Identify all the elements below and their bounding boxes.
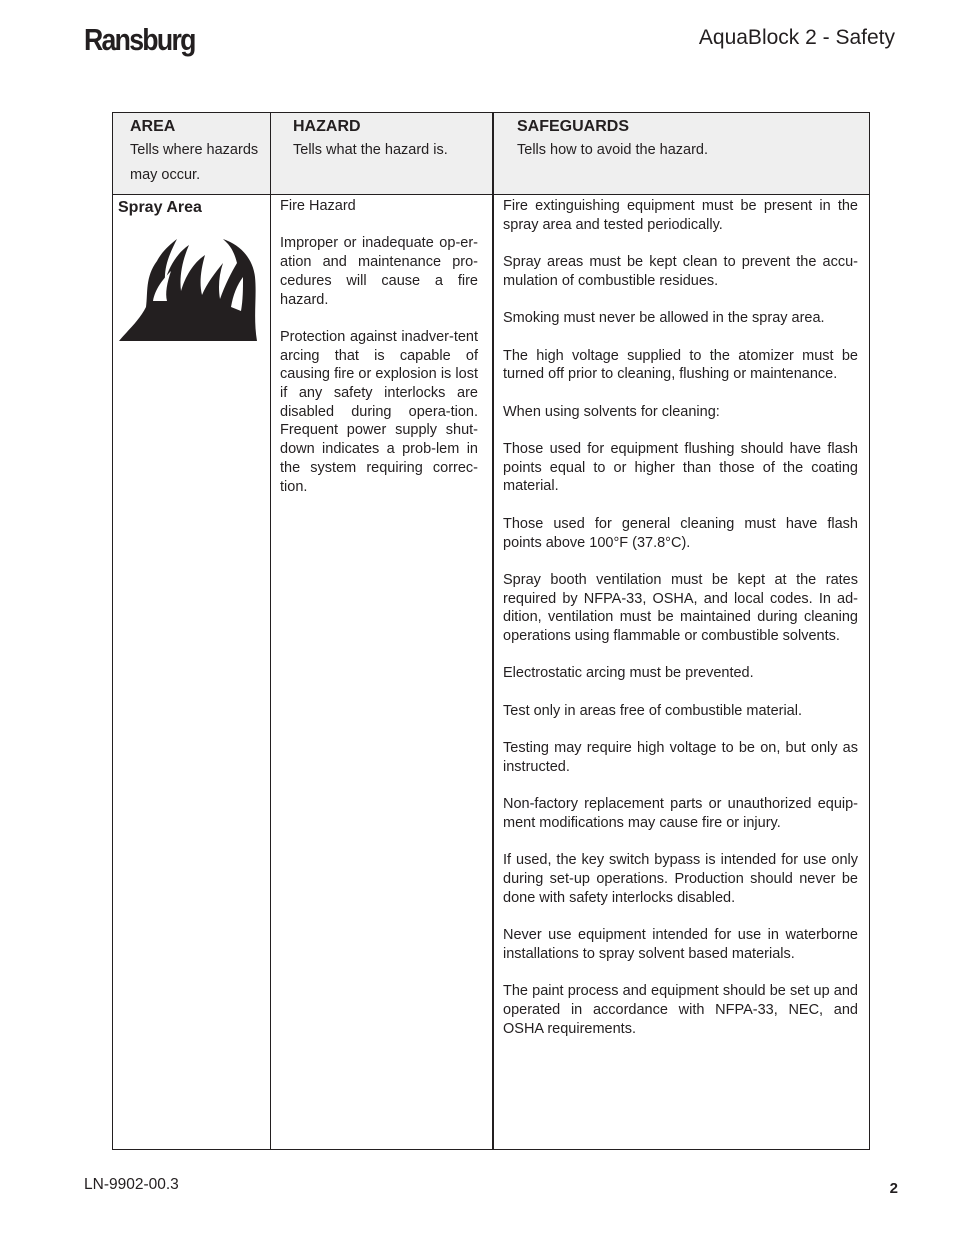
- safeguard-paragraph: Those used for general cleaning must have flash points above 100°F (37.8°C).: [503, 515, 858, 551]
- safeguard-paragraph: Testing may require high voltage to be on, but only as instructed.: [503, 740, 858, 775]
- safeguard-paragraph: Test only in areas free of combustible material.: [503, 702, 802, 719]
- header-safeguards-label: SAFEGUARDS: [517, 118, 630, 135]
- safeguard-paragraph: Non-factory replacement parts or unauthorized equip-ment modifications may cause fire or injury.: [503, 796, 858, 832]
- header-hazard: [293, 117, 483, 163]
- safety-table: [112, 112, 870, 1150]
- column-divider: [492, 113, 494, 1149]
- safeguard-paragraph: Electrostatic arcing must be prevented.: [503, 665, 754, 682]
- safeguard-paragraph: The high voltage supplied to the atomizer must be turned off prior to cleaning, flushing or maintenance.: [503, 347, 858, 383]
- header-area: [130, 117, 270, 188]
- safeguard-paragraph: Those used for equipment flushing should have flash points equal to or higher than those of the coating material.: [503, 441, 858, 495]
- header-area-description: Tells where hazards may occur.: [130, 142, 259, 183]
- document-number: LN-9902-00.3: [84, 1176, 179, 1193]
- header-safeguards: [517, 117, 857, 163]
- header-safeguards-description: Tells how to avoid the hazard.: [517, 142, 709, 158]
- hazard-paragraph: Protection against inadver-tent arcing that is capable of causing fire or explosion is lost if any safety interlocks are disabled during opera-tion. Frequent power supply shut-down indicates a prob-lem in the system requiring correc-tion.: [280, 328, 478, 495]
- hazard-description: [280, 197, 478, 515]
- fire-icon: [119, 237, 261, 341]
- hazard-paragraph: Improper or inadequate op-er-ation and maintenance pro-cedures will cause a fire hazard.: [280, 235, 478, 308]
- column-divider: [270, 113, 271, 1149]
- header-hazard-description: Tells what the hazard is.: [293, 142, 448, 158]
- safeguard-paragraph: When using solvents for cleaning:: [503, 403, 720, 420]
- safeguard-paragraph: Never use equipment intended for use in waterborne installations to spray solvent based materials.: [503, 927, 858, 962]
- document-title: AquaBlock 2 - Safety: [698, 26, 895, 49]
- hazard-title: Fire Hazard: [280, 198, 356, 214]
- safeguard-paragraph: Spray booth ventilation must be kept at the rates required by NFPA-33, OSHA, and local codes. In ad-dition, ventilation must be maintained during cleaning operations using flammable or combustible solvents.: [503, 571, 858, 645]
- brand-logo: Ransburg: [84, 22, 195, 57]
- safeguard-paragraph: Fire extinguishing equipment must be present in the spray area and tested periodically.: [503, 198, 858, 233]
- header-hazard-label: HAZARD: [293, 118, 361, 135]
- area-name: Spray Area: [118, 199, 202, 216]
- header-area-label: AREA: [130, 118, 176, 135]
- safeguard-paragraph: The paint process and equipment should be set up and operated in accordance with NFPA-33, NEC, and OSHA requirements.: [503, 983, 858, 1037]
- page-number: 2: [889, 1180, 898, 1197]
- safeguard-paragraph: If used, the key switch bypass is intended for use only during set-up operations. Production should never be done with safety interlocks disabled.: [503, 852, 858, 906]
- safeguard-paragraph: Spray areas must be kept clean to prevent the accu-mulation of combustible residues.: [503, 254, 858, 289]
- safeguards-list: [503, 197, 858, 1057]
- safeguard-paragraph: Smoking must never be allowed in the spray area.: [503, 310, 825, 327]
